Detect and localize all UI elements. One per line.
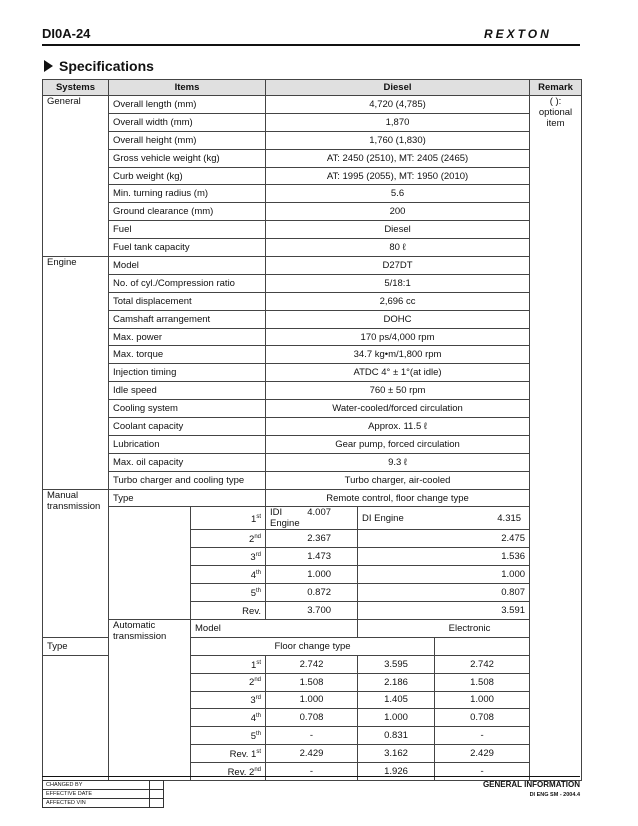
col-header-items: Items	[109, 80, 266, 96]
ratio-value-a: -	[266, 763, 358, 781]
change-record-box	[42, 780, 164, 808]
gear-label	[191, 691, 266, 709]
table-row	[43, 310, 582, 328]
item-value: 170 ps/4,000 rpm	[266, 328, 530, 346]
gear-label	[191, 530, 266, 548]
item-name: Curb weight (kg)	[109, 167, 266, 185]
ratio-value-b: 3.595	[358, 655, 435, 673]
idi-ratio-value: 1.473	[266, 548, 358, 566]
di-engine-ratio	[358, 507, 530, 530]
item-name: No. of cyl./Compression ratio	[109, 274, 266, 292]
table-row	[43, 185, 582, 203]
item-value: Turbo charger, air-cooled	[266, 471, 530, 489]
di-ratio-value: 1.000	[358, 566, 530, 584]
table-row	[43, 489, 582, 507]
gear-label	[191, 727, 266, 745]
system-manual-transmission	[43, 489, 109, 637]
idi-ratio-value: 4.007	[307, 507, 332, 519]
item-value: AT: 1995 (2055), MT: 1950 (2010)	[266, 167, 530, 185]
item-value: 9.3 ℓ	[266, 453, 530, 471]
affected-vin-value	[149, 799, 163, 808]
item-name: Overall length (mm)	[109, 96, 266, 114]
gear-label	[191, 507, 266, 530]
gear-label	[191, 584, 266, 602]
gear-number: Rev.	[242, 606, 262, 618]
system-manual-transmission-line2: transmission	[47, 500, 101, 512]
item-value: 1,760 (1,830)	[266, 131, 530, 149]
item-name: Cooling system	[109, 400, 266, 418]
gear-ordinal-suffix: nd	[254, 677, 262, 684]
gear-label	[191, 566, 266, 584]
table-row	[43, 435, 582, 453]
ratio-value-c: 0.708	[435, 709, 530, 727]
di-engine-label: DI Engine	[362, 512, 404, 524]
item-value: D27DT	[266, 257, 530, 275]
ratio-value-a: 1.000	[266, 691, 358, 709]
gear-ordinal-suffix: rd	[255, 695, 262, 702]
ratio-value-c: 1.508	[435, 673, 530, 691]
item-name: Type	[109, 489, 266, 507]
header-rule	[42, 44, 580, 46]
di-ratio-value: 1.536	[358, 548, 530, 566]
gear-number: 3	[250, 552, 256, 564]
blank-cell	[43, 655, 109, 780]
system-general	[43, 96, 109, 257]
gear-label	[191, 763, 266, 781]
item-value: 1,870	[266, 113, 530, 131]
ratio-value-b: 2.186	[358, 673, 435, 691]
system-general-line1: General	[47, 96, 81, 107]
table-row	[43, 453, 582, 471]
item-value: 4,720 (4,785)	[266, 96, 530, 114]
gear-number: Rev. 1	[229, 749, 257, 761]
gear-row	[43, 507, 582, 530]
item-name: Fuel	[109, 221, 266, 239]
ratio-value-c: 1.000	[435, 691, 530, 709]
item-name: Overall height (mm)	[109, 131, 266, 149]
table-row	[43, 619, 582, 637]
table-row	[43, 96, 582, 114]
col-header-remark: Remark	[530, 80, 582, 96]
ratio-value-a: 2.742	[266, 655, 358, 673]
section-heading	[44, 58, 154, 74]
item-name: Overall width (mm)	[109, 113, 266, 131]
table-row	[43, 257, 582, 275]
table-row	[43, 292, 582, 310]
gear-ordinal-suffix: th	[256, 713, 262, 720]
item-name: Camshaft arrangement	[109, 310, 266, 328]
item-value: AT: 2450 (2510), MT: 2405 (2465)	[266, 149, 530, 167]
gear-label	[191, 673, 266, 691]
gear-number: 3	[250, 695, 256, 707]
gear-ordinal-suffix: rd	[255, 552, 262, 559]
table-row	[43, 418, 582, 436]
ratio-value-b: 0.831	[358, 727, 435, 745]
item-value: 80 ℓ	[266, 239, 530, 257]
gear-ordinal-suffix: st	[256, 513, 262, 520]
effective-date-value	[149, 790, 163, 799]
gear-ordinal-suffix: th	[256, 570, 262, 577]
ratio-value-c: 2.742	[435, 655, 530, 673]
gear-number: 1	[251, 514, 257, 526]
table-row	[43, 382, 582, 400]
item-name: Lubrication	[109, 435, 266, 453]
item-value: 760 ± 50 rpm	[266, 382, 530, 400]
gear-label	[191, 655, 266, 673]
ratio-value-b: 1.000	[358, 709, 435, 727]
gear-label	[191, 602, 266, 620]
item-name: Max. torque	[109, 346, 266, 364]
gear-number: 5	[250, 588, 256, 600]
idi-engine-ratio	[266, 507, 358, 530]
table-row	[43, 131, 582, 149]
gear-ordinal-suffix: nd	[254, 766, 262, 773]
di-ratio-value: 4.315	[497, 512, 522, 524]
item-name: Total displacement	[109, 292, 266, 310]
item-value: Diesel	[266, 221, 530, 239]
item-value: Approx. 11.5 ℓ	[266, 418, 530, 436]
item-name: Fuel tank capacity	[109, 239, 266, 257]
item-value: 2,696 cc	[266, 292, 530, 310]
gear-label	[191, 709, 266, 727]
changed-by-value	[149, 781, 163, 790]
table-row	[43, 346, 582, 364]
item-name: Model	[109, 257, 266, 275]
idi-ratio-value: 0.872	[266, 584, 358, 602]
item-value: Gear pump, forced circulation	[266, 435, 530, 453]
gear-label	[191, 548, 266, 566]
item-name: Idle speed	[109, 382, 266, 400]
ratio-value-b: 1.405	[358, 691, 435, 709]
table-row	[43, 149, 582, 167]
ratio-value-a: 2.429	[266, 745, 358, 763]
system-engine	[43, 257, 109, 490]
effective-date-label: EFFECTIVE DATE	[43, 790, 150, 799]
table-row	[43, 400, 582, 418]
item-name: Min. turning radius (m)	[109, 185, 266, 203]
item-name: Gross vehicle weight (kg)	[109, 149, 266, 167]
col-header-systems: Systems	[43, 80, 109, 96]
table-row	[43, 274, 582, 292]
item-value: 5/18:1	[266, 274, 530, 292]
specifications-table	[42, 79, 582, 781]
triangle-bullet-icon	[44, 60, 53, 72]
item-value: 5.6	[266, 185, 530, 203]
col-header-diesel: Diesel	[266, 80, 530, 96]
table-header-row	[43, 80, 582, 96]
gear-ordinal-suffix: th	[256, 731, 262, 738]
item-value: Floor change type	[191, 637, 435, 655]
gear-ordinal-suffix: st	[256, 749, 262, 756]
gear-ordinal-suffix: st	[256, 659, 262, 666]
brand-logo: REXTON	[484, 27, 552, 41]
table-row	[43, 221, 582, 239]
gear-number: 2	[249, 677, 255, 689]
table-row	[43, 113, 582, 131]
changed-by-label: CHANGED BY	[43, 781, 150, 790]
ratio-value-c: -	[435, 763, 530, 781]
idi-ratio-value: 3.700	[266, 602, 358, 620]
gear-number: 5	[250, 731, 256, 743]
item-value: ATDC 4° ± 1°(at idle)	[266, 364, 530, 382]
footer-doc-ref: DI ENG SM - 2004.4	[529, 792, 580, 798]
item-name: Ground clearance (mm)	[109, 203, 266, 221]
item-value: DOHC	[266, 310, 530, 328]
ratio-value-b: 1.926	[358, 763, 435, 781]
item-name: Model	[191, 619, 358, 637]
item-value: Water-cooled/forced circulation	[266, 400, 530, 418]
table-row	[43, 167, 582, 185]
gear-ordinal-suffix: th	[256, 588, 262, 595]
remark-note: ( ): optional item	[530, 96, 582, 781]
item-name: Max. oil capacity	[109, 453, 266, 471]
item-name: Turbo charger and cooling type	[109, 471, 266, 489]
item-value: Electronic	[358, 619, 582, 637]
item-name: Max. power	[109, 328, 266, 346]
ratio-value-a: -	[266, 727, 358, 745]
system-automatic-transmission-line2: transmission	[113, 630, 167, 642]
idi-ratio-value: 1.000	[266, 566, 358, 584]
ratio-value-a: 0.708	[266, 709, 358, 727]
item-value: 200	[266, 203, 530, 221]
gear-ordinal-suffix: nd	[254, 534, 262, 541]
table-row	[43, 364, 582, 382]
item-value: Remote control, floor change type	[266, 489, 530, 507]
idi-engine-label: IDI Engine	[270, 507, 300, 530]
gear-number: 4	[250, 570, 256, 582]
item-name: Coolant capacity	[109, 418, 266, 436]
di-ratio-value: 0.807	[358, 584, 530, 602]
footer-title: GENERAL INFORMATION	[482, 780, 580, 789]
table-row	[43, 203, 582, 221]
system-automatic-transmission-line1: Automatic	[113, 619, 156, 631]
ratio-value-a: 1.508	[266, 673, 358, 691]
section-title-text: Specifications	[59, 58, 154, 74]
gear-label	[191, 745, 266, 763]
table-row	[43, 239, 582, 257]
di-ratio-value: 3.591	[358, 602, 530, 620]
system-engine-line1: Engine	[47, 257, 77, 269]
idi-ratio-value: 2.367	[266, 530, 358, 548]
table-row	[43, 328, 582, 346]
affected-vin-label: AFFECTED VIN	[43, 799, 150, 808]
ratio-value-c: 2.429	[435, 745, 530, 763]
item-name: Type	[43, 637, 191, 655]
item-name: Injection timing	[109, 364, 266, 382]
footer-rule	[42, 776, 580, 777]
item-value: 34.7 kg•m/1,800 rpm	[266, 346, 530, 364]
blank-cell	[109, 507, 191, 619]
di-ratio-value: 2.475	[358, 530, 530, 548]
table-row	[43, 471, 582, 489]
ratio-value-c: -	[435, 727, 530, 745]
gear-number: 1	[251, 659, 257, 671]
gear-number: 2	[249, 534, 255, 546]
ratio-value-b: 3.162	[358, 745, 435, 763]
document-code: DI0A-24	[42, 26, 91, 41]
gear-number: Rev. 2	[227, 767, 255, 779]
gear-number: 4	[250, 713, 256, 725]
system-manual-transmission-line1: Manual	[47, 489, 79, 501]
